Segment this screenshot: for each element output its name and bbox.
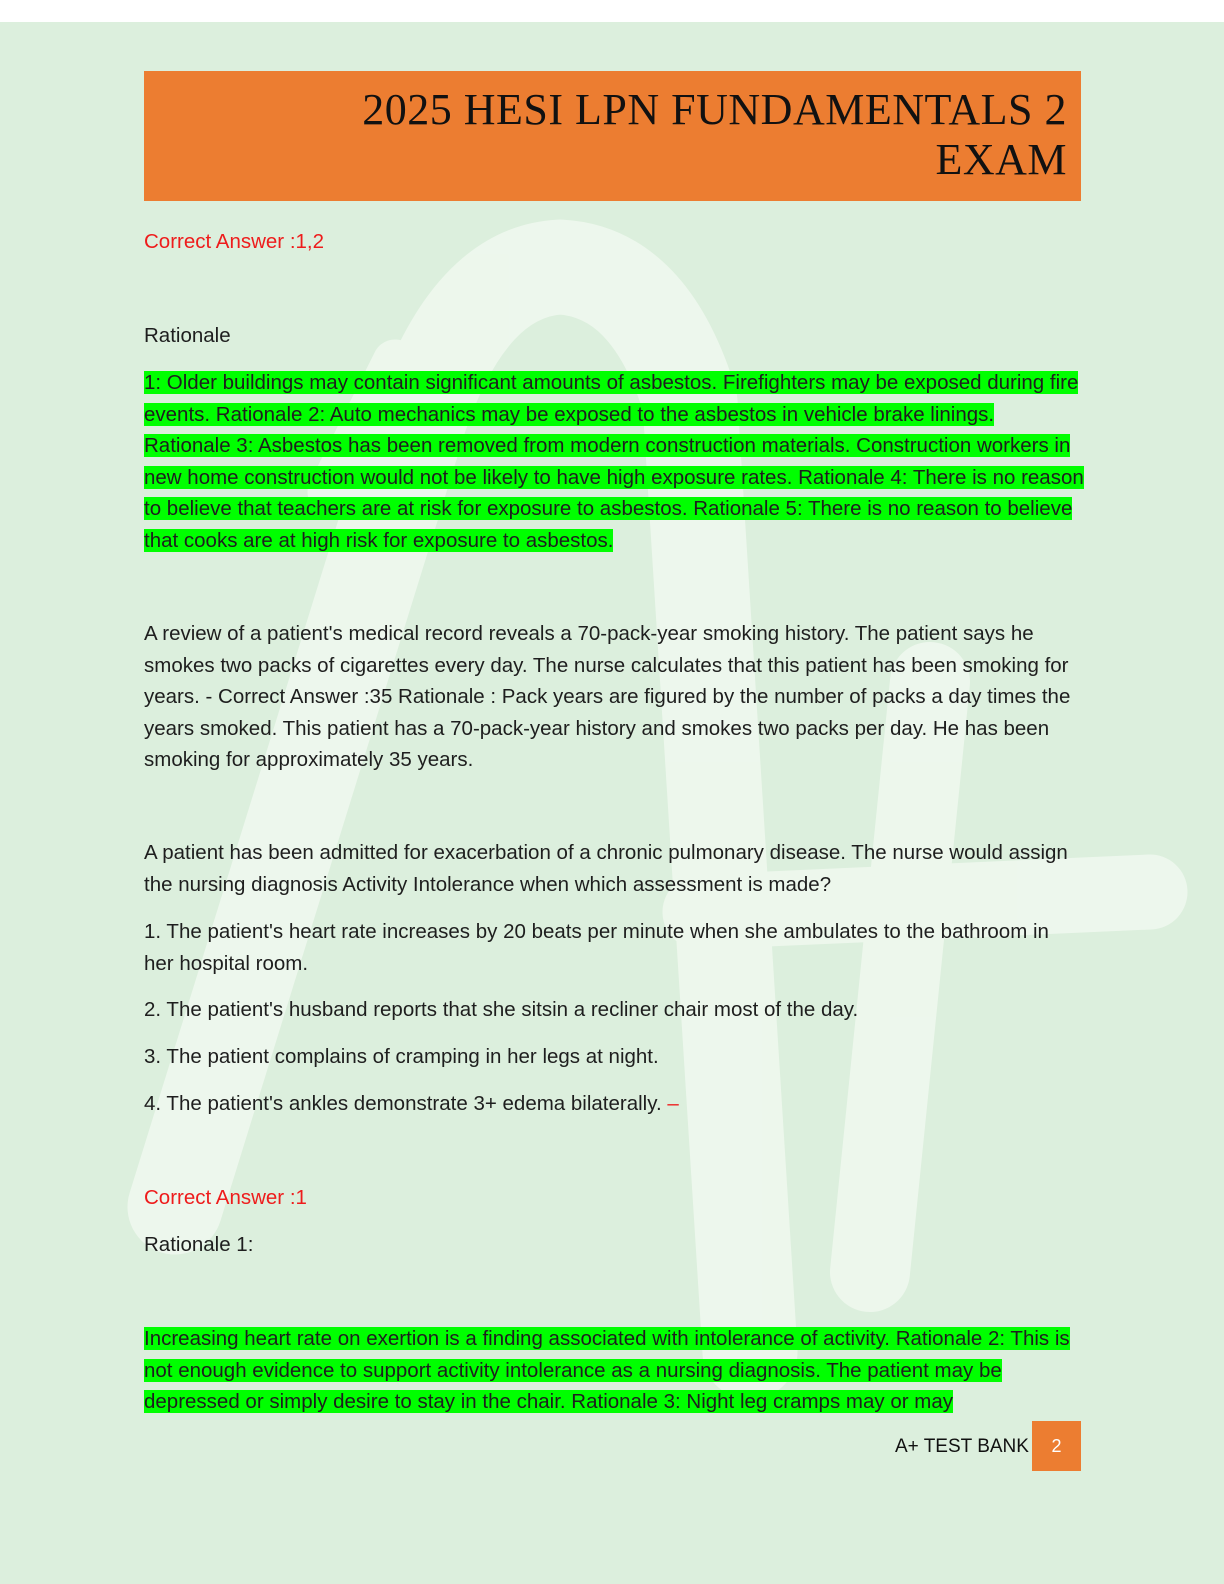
- option-4: [144, 1088, 1084, 1120]
- page-title-line-1: 2025 HESI LPN FUNDAMENTALS 2: [362, 85, 1067, 134]
- correct-answer-1: Correct Answer :1,2: [144, 230, 325, 253]
- option-3: 3. The patient complains of cramping in her legs at night.: [144, 1045, 659, 1068]
- option-4-text: 4. The patient's ankles demonstrate 3+ edema bilaterally.: [144, 1092, 668, 1115]
- footer-label: A+ TEST BANK: [895, 1436, 1029, 1457]
- correct-answer-2: Correct Answer :1: [144, 1186, 307, 1209]
- highlighted-rationale-2: Increasing heart rate on exertion is a finding associated with intolerance of activity. Rationale 2: This is not enough evidence to support activity intolerance as a nursing diagnosis. The patient may be depressed or simply desire to stay in the chair. Rationale 3: Night leg cramps may or may: [144, 1327, 1070, 1413]
- question-activity-intolerance: A patient has been admitted for exacerbation of a chronic pulmonary disease. The nurse would assign the nursing diagnosis Activity Intolerance when which assessment is made?: [144, 841, 1068, 896]
- option-1: 1. The patient's heart rate increases by 20 beats per minute when she ambulates to the bathroom in her hospital room.: [144, 920, 1049, 975]
- highlighted-rationale-1: 1: Older buildings may contain significant amounts of asbestos. Firefighters may be exposed during fire events. Rationale 2: Auto mechanics may be exposed to the asbestos in vehicle brake linings. Rationale 3: Asbestos has been removed from modern construction materials. Construction workers in new home construction would not be likely to have high exposure rates. Rationale 4: There is no reason to believe that teachers are at risk for exposure to asbestos. Rationale 5: There is no reason to believe that cooks are at high risk for exposure to asbestos.: [144, 371, 1084, 552]
- rationale-text-2: [144, 1323, 1084, 1418]
- header-band: [144, 71, 1081, 201]
- rationale-text-1: [144, 367, 1084, 556]
- rationale-label-2: Rationale 1:: [144, 1233, 254, 1256]
- option-4-dash: –: [667, 1092, 679, 1115]
- page-title-line-2: EXAM: [935, 135, 1067, 184]
- option-2: 2. The patient's husband reports that she sitsin a recliner chair most of the day.: [144, 998, 859, 1021]
- rationale-label-1: Rationale: [144, 324, 231, 347]
- question-pack-years: A review of a patient's medical record reveals a 70-pack-year smoking history. The patient says he smokes two packs of cigarettes every day. The nurse calculates that this patient has been smoking for years. - Correct Answer :35 Rationale : Pack years are figured by the number of packs a day times the years smoked. This patient has a 70-pack-year history and smokes two packs per day. He has been smoking for approximately 35 years.: [144, 622, 1071, 771]
- document-page: [0, 22, 1224, 1584]
- page-number: 2: [1032, 1421, 1081, 1471]
